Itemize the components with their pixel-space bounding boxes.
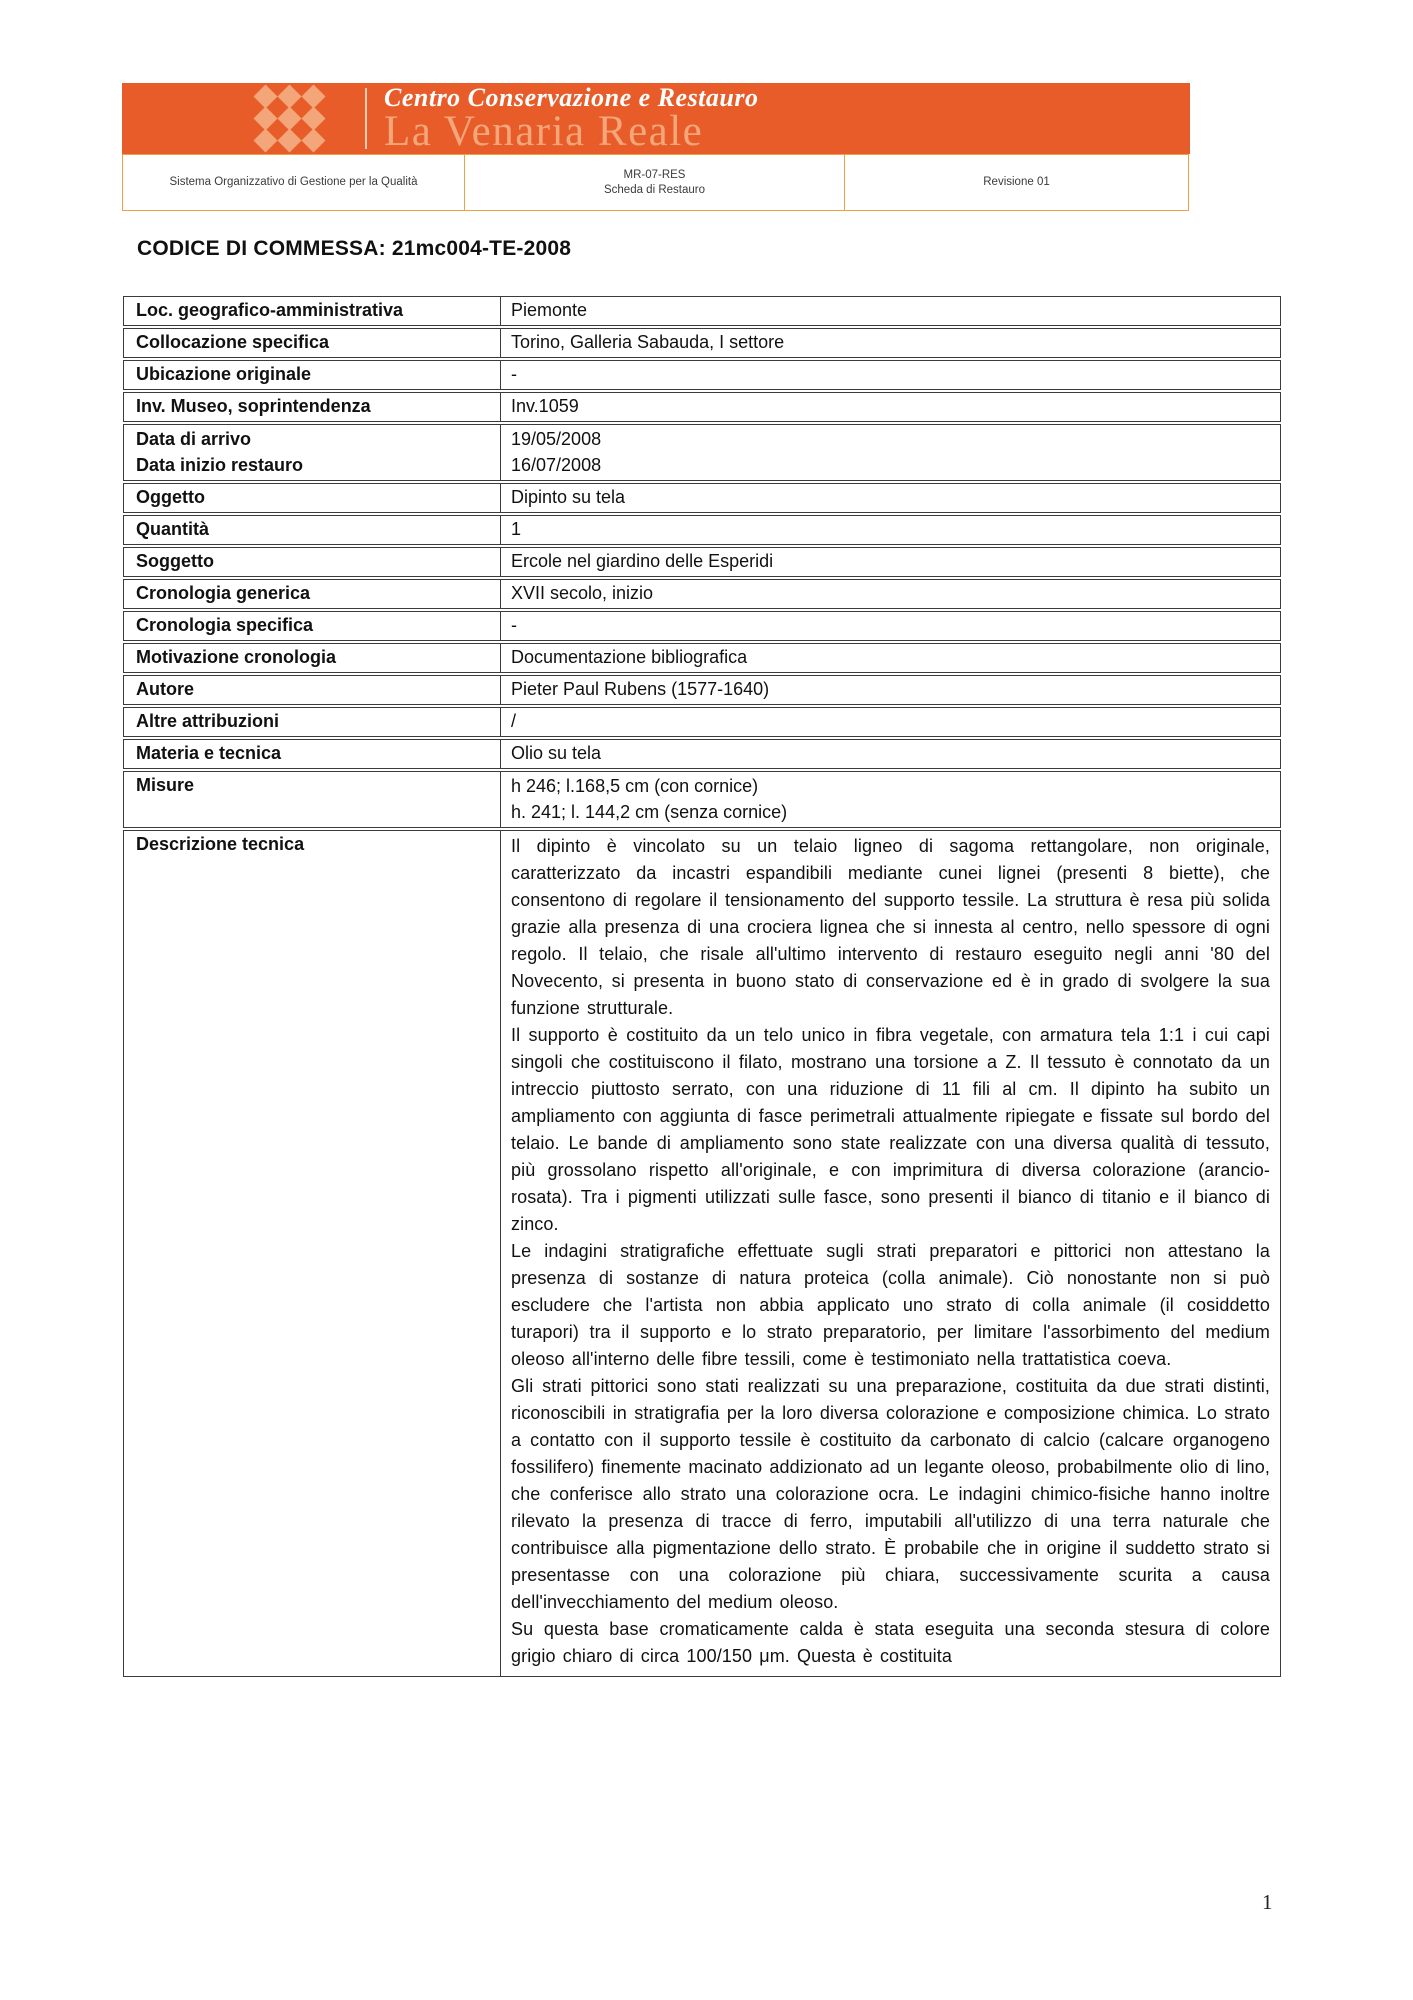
brand-text — [384, 83, 759, 153]
row-label: Oggetto — [123, 483, 501, 513]
table-row — [123, 296, 1281, 326]
row-value: Dipinto su tela — [501, 483, 1281, 513]
row-value: Ercole nel giardino delle Esperidi — [501, 547, 1281, 577]
table-row — [123, 707, 1281, 737]
line: Data di arrivo — [136, 429, 252, 449]
line: 19/05/2008 — [511, 429, 602, 449]
logo-diamond — [253, 128, 277, 152]
logo-diamond — [301, 84, 325, 108]
line: h 246; l.168,5 cm (con cornice) — [511, 776, 759, 796]
org-site-name: La Venaria Reale — [384, 108, 704, 154]
row-label: Misure — [123, 771, 501, 828]
row-label: Quantità — [123, 515, 501, 545]
logo-diamond — [277, 128, 301, 152]
line: h. 241; l. 144,2 cm (senza cornice) — [511, 802, 788, 822]
table-row — [123, 675, 1281, 705]
doc-code-cell — [464, 154, 845, 211]
table-row — [123, 739, 1281, 769]
table-row — [123, 515, 1281, 545]
org-name: Centro Conservazione e Restauro — [384, 83, 759, 112]
row-label: Inv. Museo, soprintendenza — [123, 392, 501, 422]
logo-diamond — [277, 106, 301, 130]
line: Data inizio restauro — [136, 455, 304, 475]
paragraph: Su questa base cromaticamente calda è stata eseguita una seconda stesura di colore grigio chiaro di circa 100/150 μm. Questa è costituita — [511, 1619, 1270, 1666]
row-value: XVII secolo, inizio — [501, 579, 1281, 609]
document-header — [122, 83, 1190, 211]
brand-banner — [122, 83, 1190, 154]
diamond-pattern-logo — [254, 86, 328, 152]
commission-code-title: CODICE DI COMMESSA: 21mc004-TE-2008 — [137, 237, 572, 260]
table-row — [123, 579, 1281, 609]
logo-divider — [365, 88, 367, 149]
row-value: - — [501, 360, 1281, 390]
row-label: Ubicazione originale — [123, 360, 501, 390]
table-row — [123, 611, 1281, 641]
row-label: Materia e tecnica — [123, 739, 501, 769]
paragraph: Le indagini stratigrafiche effettuate sugli strati preparatori e pittorici non attestano la presenza di sostanze di natura proteica (colla animale). Ciò nonostante non si può escludere che l'artista non abbia applicato uno strato di colla animale (il cosiddetto turapori) tra il supporto e lo strato preparatorio, per limitare l'assorbimento del medium oleoso all'interno delle fibre tessili, come è testimoniato nella trattatistica coeva. — [511, 1241, 1270, 1369]
record-table — [123, 296, 1281, 1677]
doc-name: Scheda di Restauro — [603, 183, 705, 196]
table-row — [123, 771, 1281, 828]
row-value: Documentazione bibliografica — [501, 643, 1281, 673]
row-value — [501, 830, 1281, 1677]
row-label: Altre attribuzioni — [123, 707, 501, 737]
paragraph: Il supporto è costituito da un telo unico in fibra vegetale, con armatura tela 1:1 i cui capi singoli che costituiscono il filato, mostrano una torsione a Z. Il tessuto è connotato da un intreccio piuttosto serrato, con una riduzione di 11 fili al cm. Il dipinto ha subito un ampliamento con aggiunta di fasce perimetrali attualmente ripiegate e fissate sul bordo del telaio. Le bande di ampliamento sono state realizzate con una diversa qualità di tessuto, più grossolano rispetto all'originale, e con imprimitura di diversa colorazione (arancio-rosata). Tra i pigmenti utilizzati sulle fasce, sono presenti il bianco di titanio e il bianco di zinco. — [511, 1025, 1270, 1234]
logo-diamond — [277, 84, 301, 108]
page-number: 1 — [1262, 1890, 1273, 1914]
table-row — [123, 424, 1281, 481]
logo-diamond — [253, 106, 277, 130]
table-row — [123, 547, 1281, 577]
doc-code: MR-07-RES — [623, 168, 686, 181]
table-row — [123, 360, 1281, 390]
table-row — [123, 328, 1281, 358]
table-row — [123, 392, 1281, 422]
table-row — [123, 483, 1281, 513]
row-value: Torino, Galleria Sabauda, I settore — [501, 328, 1281, 358]
logo-diamond — [301, 128, 325, 152]
revision-label: Revisione 01 — [844, 154, 1189, 211]
row-value: 1 — [501, 515, 1281, 545]
row-label: Autore — [123, 675, 501, 705]
line: 16/07/2008 — [511, 455, 602, 475]
row-value — [501, 771, 1281, 828]
row-value: / — [501, 707, 1281, 737]
logo-diamond — [301, 106, 325, 130]
table-row — [123, 643, 1281, 673]
paragraph: Gli strati pittorici sono stati realizzati su una preparazione, costituita da due strati distinti, riconoscibili in stratigrafia per la loro diversa colorazione e composizione chimica. Lo strato a contatto con il supporto tessile è costituito da carbonato di calcio (calcare organogeno fossilifero) finemente macinato addizionato ad un legante oleoso, probabilmente olio di lino, che conferisce allo strato una colorazione ocra. Le indagini chimico-fisiche hanno inoltre rilevato la presenza di tracce di ferro, imputabili all'utilizzo di una terra naturale che contribuisce alla pigmentazione dello strato. È probabile che in origine il suddetto strato si presentasse con una colorazione più chiara, successivamente scurita a causa dell'invecchiamento del medium oleoso. — [511, 1376, 1270, 1612]
row-label: Cronologia generica — [123, 579, 501, 609]
document-meta-row — [122, 154, 1190, 211]
quality-system-label: Sistema Organizzativo di Gestione per la Qualità — [122, 154, 465, 211]
row-label: Descrizione tecnica — [123, 830, 501, 1677]
row-value: Olio su tela — [501, 739, 1281, 769]
row-label: Cronologia specifica — [123, 611, 501, 641]
row-value: Piemonte — [501, 296, 1281, 326]
row-value: Inv.1059 — [501, 392, 1281, 422]
paragraph: Il dipinto è vincolato su un telaio ligneo di sagoma rettangolare, non originale, caratterizzato da incastri espandibili mediante cunei lignei (presenti 8 biette), che consentono di regolare il tensionamento del supporto tessile. La struttura è resa più solida grazie alla presenza di una crociera lignea che si innesta al centro, nello spessore di ogni regolo. Il telaio, che risale all'ultimo intervento di restauro eseguito negli anni '80 del Novecento, si presenta in buono stato di conservazione ed è in grado di svolgere la sua funzione strutturale. — [511, 836, 1270, 1018]
row-label — [123, 424, 501, 481]
row-value: Pieter Paul Rubens (1577-1640) — [501, 675, 1281, 705]
logo-diamond — [253, 84, 277, 108]
row-label: Soggetto — [123, 547, 501, 577]
row-label: Motivazione cronologia — [123, 643, 501, 673]
row-value — [501, 424, 1281, 481]
row-label: Loc. geografico-amministrativa — [123, 296, 501, 326]
table-row — [123, 830, 1281, 1677]
row-value: - — [501, 611, 1281, 641]
row-label: Collocazione specifica — [123, 328, 501, 358]
